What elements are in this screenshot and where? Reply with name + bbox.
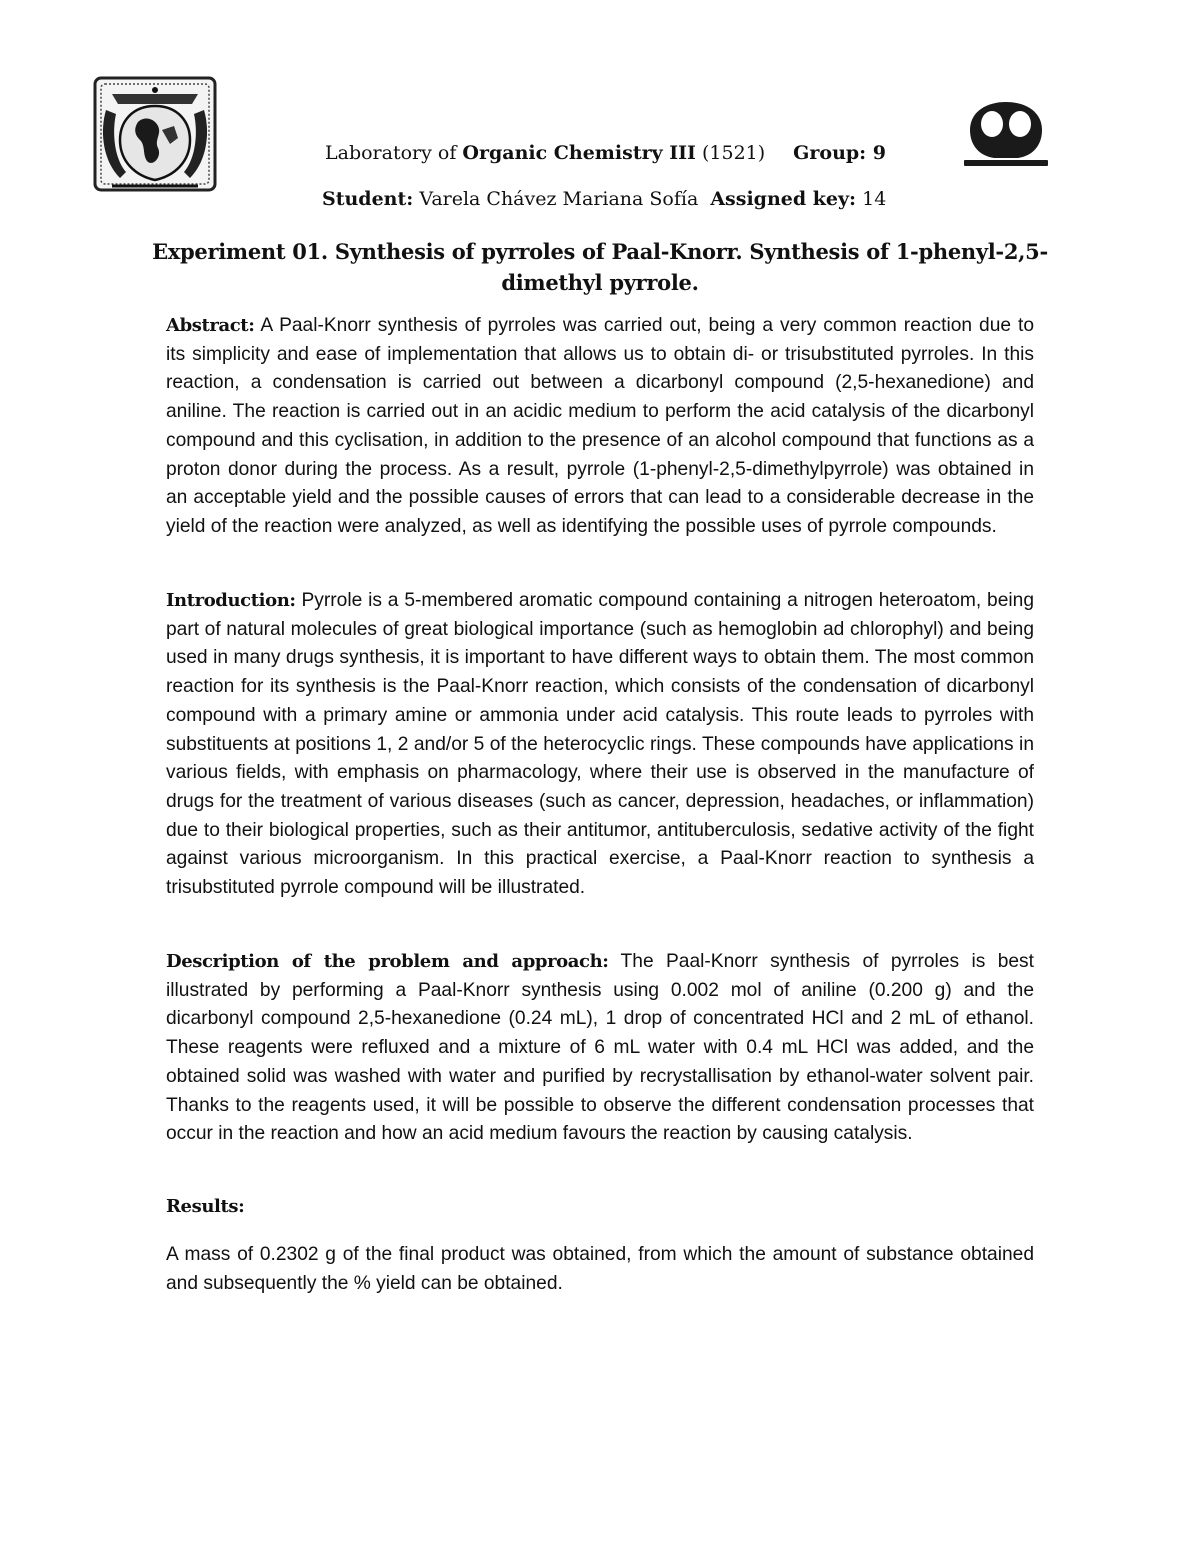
- header-student-line: [322, 188, 1200, 210]
- student-label: Student:: [322, 188, 414, 210]
- abstract-paragraph: [166, 312, 1034, 542]
- description-text: The Paal-Knorr synthesis of pyrroles is best illustrated by performing a Paal-Knorr synthesis using 0.002 mol of aniline (0.200 g) and the dicarbonyl compound 2,5-hexanedione (0.24 mL), 1 drop of concentrated HCl and 2 mL of ethanol. These reagents were refluxed and a mixture of 6 mL water with 0.4 mL HCl was added, and the obtained solid was washed with water and purified by recrystallisation by ethanol-water solvent pair. Thanks to the reagents used, it will be possible to observe the different condensation processes that occur in the reaction and how an acid medium favours the reaction by causing catalysis.: [166, 951, 1034, 1145]
- lab-prefix: Laboratory of: [325, 142, 463, 164]
- description-paragraph: [166, 948, 1034, 1149]
- abstract-text: A Paal-Knorr synthesis of pyrroles was carried out, being a very common reaction due to its simplicity and ease of implementation that allows us to obtain di- or trisubstituted pyrroles. In this reaction, a condensation is carried out between a dicarbonyl compound (2,5-hexanedione) and aniline. The reaction is carried out in an acidic medium to perform the acid catalysis of the dicarbonyl compound and this cyclisation, in addition to the presence of an alcohol compound that functions as a proton donor during the process. As a result, pyrrole (1-phenyl-2,5-dimethylpyrrole) was obtained in an acceptable yield and the possible causes of errors that can lead to a considerable decrease in the yield of the reaction were analyzed, as well as identifying the possible uses of pyrrole compounds.: [166, 315, 1034, 537]
- assigned-key-label: Assigned key:: [710, 188, 857, 210]
- introduction-text: Pyrrole is a 5-membered aromatic compound containing a nitrogen heteroatom, being part of natural molecules of great biological importance (such as hemoglobin ad chlorophyl) and being used in many drugs synthesis, it is important to have different ways to obtain them. The most common reaction for its synthesis is the Paal-Knorr reaction, which consists of the condensation of dicarbonyl compound with a primary amine or ammonia under acid catalysis. This route leads to pyrroles with substituents at positions 1, 2 and/or 5 of the heterocyclic rings. These compounds have applications in various fields, with emphasis on pharmacology, where their use is observed in the manufacture of drugs for the treatment of various diseases (such as cancer, depression, headaches, or inflammation) due to their biological properties, such as their antitumor, antituberculosis, sedative activity of the fight against various microorganism. In this practical exercise, a Paal-Knorr reaction to synthesis a trisubstituted pyrrole compound will be illustrated.: [166, 590, 1034, 899]
- abstract-label: Abstract:: [166, 315, 255, 336]
- course-code: (1521): [695, 142, 766, 164]
- results-paragraph: A mass of 0.2302 g of the final product was obtained, from which the amount of substance obtained and subsequently the % yield can be obtained.: [166, 1244, 1034, 1294]
- header-course-line: [325, 142, 1200, 164]
- course-name: Organic Chemistry III: [462, 142, 696, 164]
- results-heading: Results:: [166, 1196, 245, 1217]
- university-seal-logo: [92, 70, 218, 196]
- group-label: Group: 9: [793, 142, 887, 164]
- student-name: Varela Chávez Mariana Sofía: [413, 188, 699, 210]
- assigned-key-value: 14: [856, 188, 887, 210]
- experiment-title: Experiment 01. Synthesis of pyrroles of Paal-Knorr. Synthesis of 1-phenyl-2,5-dimethyl pyrrole.: [152, 239, 1048, 295]
- introduction-paragraph: [166, 587, 1034, 903]
- introduction-label: Introduction:: [166, 590, 296, 611]
- description-label: Description of the problem and approach:: [166, 951, 609, 972]
